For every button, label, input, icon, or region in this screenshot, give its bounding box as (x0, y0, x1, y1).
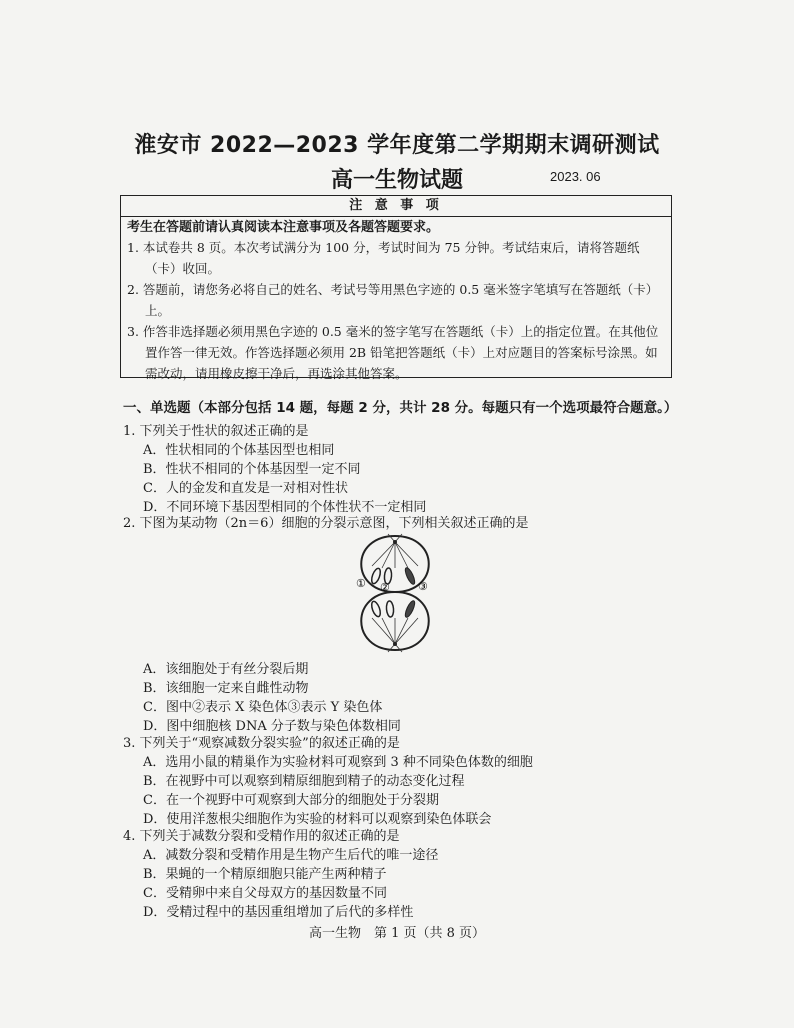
exam-date: 2023. 06 (550, 169, 601, 184)
question-4-option-c: C．受精卵中来自父母双方的基因数量不同 (143, 886, 387, 901)
question-1-stem: 1. 下列关于性状的叙述正确的是 (123, 424, 309, 439)
lower-chromosomes (370, 600, 417, 619)
label-1: ① (356, 577, 366, 590)
notice-item-3: 3. 作答非选择题必须用黑色字迹的 0.5 毫米的签字笔写在答题纸（卡）上的指定位置。在其他位置作答一律无效。作答选择题必须用 2B 铅笔把答题纸（卡）上对应题目的答案标号涂黑。如需改动，请用橡皮擦干净后，再选涂其他答案。 (127, 324, 659, 381)
notice-item-1: 1. 本试卷共 8 页。本次考试满分为 100 分，考试时间为 75 分钟。考试结束后，请将答题纸（卡）收回。 (127, 240, 640, 276)
question-2-option-c: C．图中②表示 X 染色体③表示 Y 染色体 (143, 700, 383, 715)
section-heading: 一、单选题（本部分包括 14 题，每题 2 分，共计 28 分。每题只有一个选项最符合题意。） (123, 400, 678, 416)
question-4-option-a: A．减数分裂和受精作用是生物产生后代的唯一途径 (143, 848, 439, 863)
question-1-option-b: B．性状不相同的个体基因型一定不同 (143, 462, 361, 477)
upper-chromosomes (370, 567, 417, 586)
question-2-stem: 2. 下图为某动物（2n＝6）细胞的分裂示意图，下列相关叙述正确的是 (123, 516, 529, 531)
exam-subtitle: 高一生物试题 (330, 168, 463, 193)
page-footer: 高一生物 第 1 页（共 8 页） (308, 926, 486, 941)
question-4-option-d: D．受精过程中的基因重组增加了后代的多样性 (143, 905, 414, 920)
notice-lead: 考生在答题前请认真阅读本注意事项及各题答题要求。 (127, 220, 440, 235)
label-3: ③ (418, 580, 428, 593)
question-3-option-a: A．选用小鼠的精巢作为实验材料可观察到 3 种不同染色体数的细胞 (143, 755, 533, 770)
cell-division-figure (330, 532, 460, 654)
question-3-stem: 3. 下列关于“观察减数分裂实验”的叙述正确的是 (123, 736, 400, 751)
question-3-option-c: C．在一个视野中可观察到大部分的细胞处于分裂期 (143, 793, 439, 808)
question-1-option-d: D．不同环境下基因型相同的个体性状不一定相同 (143, 500, 427, 515)
notice-item-2: 2. 答题前，请您务必将自己的姓名、考试号等用黑色字迹的 0.5 毫米签字笔填写在答题纸（卡）上。 (127, 282, 659, 318)
question-4-stem: 4. 下列关于减数分裂和受精作用的叙述正确的是 (123, 829, 400, 844)
question-2-option-b: B．该细胞一定来自雌性动物 (143, 681, 309, 696)
question-2-option-d: D．图中细胞核 DNA 分子数与染色体数相同 (143, 719, 401, 734)
question-3-option-b: B．在视野中可以观察到精原细胞到精子的动态变化过程 (143, 774, 465, 789)
question-3-option-d: D．使用洋葱根尖细胞作为实验的材料可以观察到染色体联会 (143, 812, 492, 827)
question-4-option-b: B．果蝇的一个精原细胞只能产生两种精子 (143, 867, 387, 882)
question-1-option-a: A．性状相同的个体基因型也相同 (143, 443, 335, 458)
exam-title: 淮安市 2022—2023 学年度第二学期期末调研测试 (134, 133, 660, 158)
question-1-option-c: C．人的金发和直发是一对相对性状 (143, 481, 348, 496)
label-2: ② (380, 581, 390, 594)
notice-heading: 注 意 事 项 (121, 196, 671, 217)
notice-box (120, 195, 672, 381)
question-2-option-a: A．该细胞处于有丝分裂后期 (143, 662, 309, 677)
